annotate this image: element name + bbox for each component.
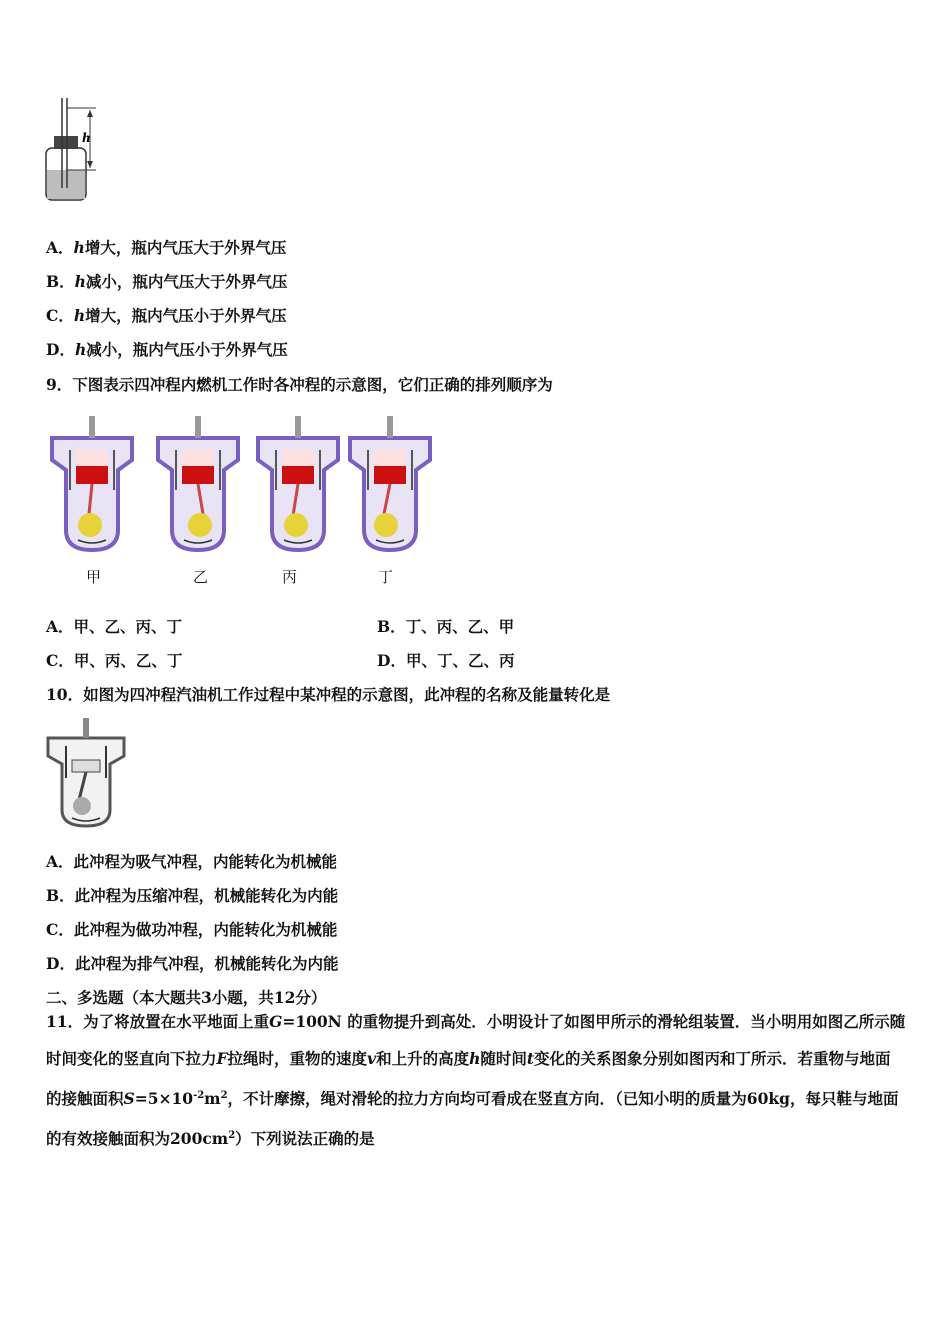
- q9-option-a[interactable]: A．甲、乙、丙、丁: [46, 617, 183, 636]
- q10-stem: 10．如图为四冲程汽油机工作过程中某冲程的示意图，此冲程的名称及能量转化是: [46, 685, 611, 704]
- engine-figure-q10: [44, 714, 128, 830]
- q10-option-d[interactable]: D．此冲程为排气冲程，机械能转化为内能: [46, 954, 339, 973]
- q10-option-b[interactable]: B．此冲程为压缩冲程，机械能转化为内能: [46, 886, 339, 905]
- q8-option-d[interactable]: D．h减小，瓶内气压小于外界气压: [46, 340, 288, 359]
- caption-bing: 丙: [282, 568, 298, 586]
- q11-stem: 11．为了将放置在水平地面上重G=100N 的重物提升到高处．小明设计了如图甲所示的滑轮组装置．当小明用如图乙所示随时间变化的竖直向下拉力F拉绳时，重物的速度v和上升的高度h随时间t变化的关系图象分别如图丙和丁所示．若重物与地面的接触面积$S=5\times 10^{-2}m^2$，不计摩擦，绳对滑轮的拉力方向均可看成在竖直方向．（已知小明的质量为60kg，每只鞋与地面的有效接触面积为$200cm^2$）下列说法正确的是: [46, 1012, 906, 1149]
- q9-stem: 9．下图表示四冲程内燃机工作时各冲程的示意图，它们正确的排列顺序为: [46, 375, 553, 394]
- engine-figure-yi: [152, 410, 244, 556]
- q8-option-a[interactable]: A．h增大，瓶内气压大于外界气压: [46, 238, 287, 257]
- caption-ding: 丁: [378, 568, 394, 586]
- bottle-figure: [40, 98, 110, 206]
- section-heading: 二、多选题（本大题共3小题，共12分）: [46, 988, 327, 1007]
- q10-option-c[interactable]: C．此冲程为做功冲程，内能转化为机械能: [46, 920, 338, 939]
- q10-option-a[interactable]: A．此冲程为吸气冲程，内能转化为机械能: [46, 852, 338, 871]
- engine-figure-jia: [46, 410, 138, 556]
- q9-option-d[interactable]: D．甲、丁、乙、丙: [377, 651, 515, 670]
- q8-option-c[interactable]: C．h增大，瓶内气压小于外界气压: [46, 306, 287, 325]
- q9-option-c[interactable]: C．甲、丙、乙、丁: [46, 651, 183, 670]
- caption-yi: 乙: [193, 568, 209, 586]
- h-label: h: [82, 131, 91, 145]
- engine-figure-ding: [344, 410, 436, 556]
- caption-jia: 甲: [86, 568, 102, 586]
- q9-option-b[interactable]: B．丁、丙、乙、甲: [377, 617, 515, 636]
- engine-figure-bing: [252, 410, 344, 556]
- q8-option-b[interactable]: B．h减小，瓶内气压大于外界气压: [46, 272, 288, 291]
